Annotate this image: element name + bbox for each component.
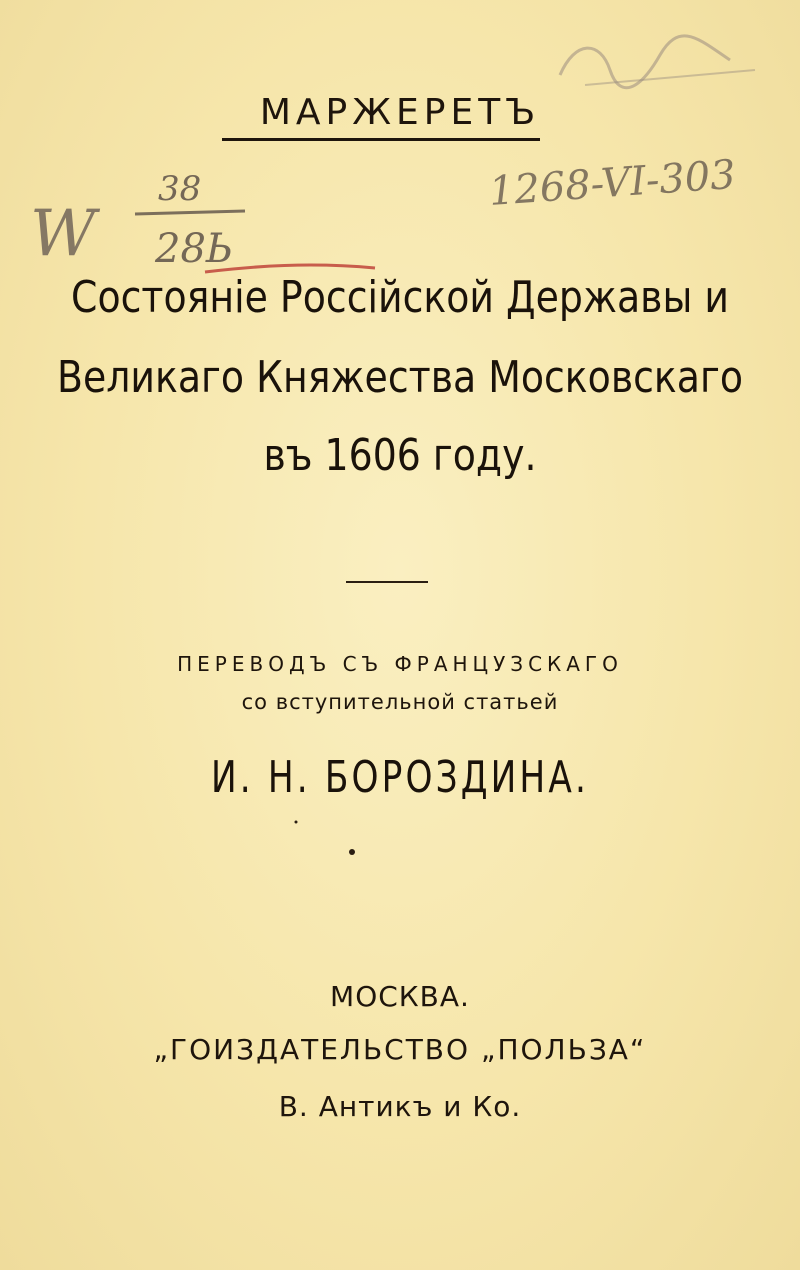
title-line-1: Состоянiе Россiйской Державы и xyxy=(71,272,729,323)
publisher-name: „ГОИЗДАТЕЛЬСТВО „ПОЛЬЗА“ xyxy=(153,1033,647,1066)
intro-note: со вступительной статьей xyxy=(241,690,559,714)
fraction-numerator: 38 xyxy=(158,169,202,209)
ink-dot xyxy=(349,849,355,855)
handwritten-letter: W xyxy=(30,197,96,271)
shelf-mark: 1268-VI-303 xyxy=(487,151,738,215)
fraction-denominator: 28Ь xyxy=(155,226,233,272)
publisher-firm: В. Антикъ и Ко. xyxy=(278,1090,522,1123)
pencil-scribble-mark xyxy=(560,36,730,88)
translator-name: И. Н. БОРОЗДИНА. xyxy=(210,752,589,803)
author-underline xyxy=(222,138,540,141)
title-line-3: въ 1606 году. xyxy=(263,430,537,481)
section-divider xyxy=(346,581,428,583)
red-pencil-mark xyxy=(205,265,375,272)
fraction-bar xyxy=(135,211,245,214)
title-line-2: Великаго Княжества Московскаго xyxy=(56,352,744,403)
pencil-underline-mark xyxy=(585,70,755,85)
translation-note: ПЕРЕВОДЪ СЪ ФРАНЦУЗСКАГО xyxy=(177,652,623,676)
publication-city: МОСКВА. xyxy=(330,980,470,1013)
ink-dot xyxy=(295,821,298,824)
author-name: МАРЖЕРЕТЪ xyxy=(259,92,541,133)
